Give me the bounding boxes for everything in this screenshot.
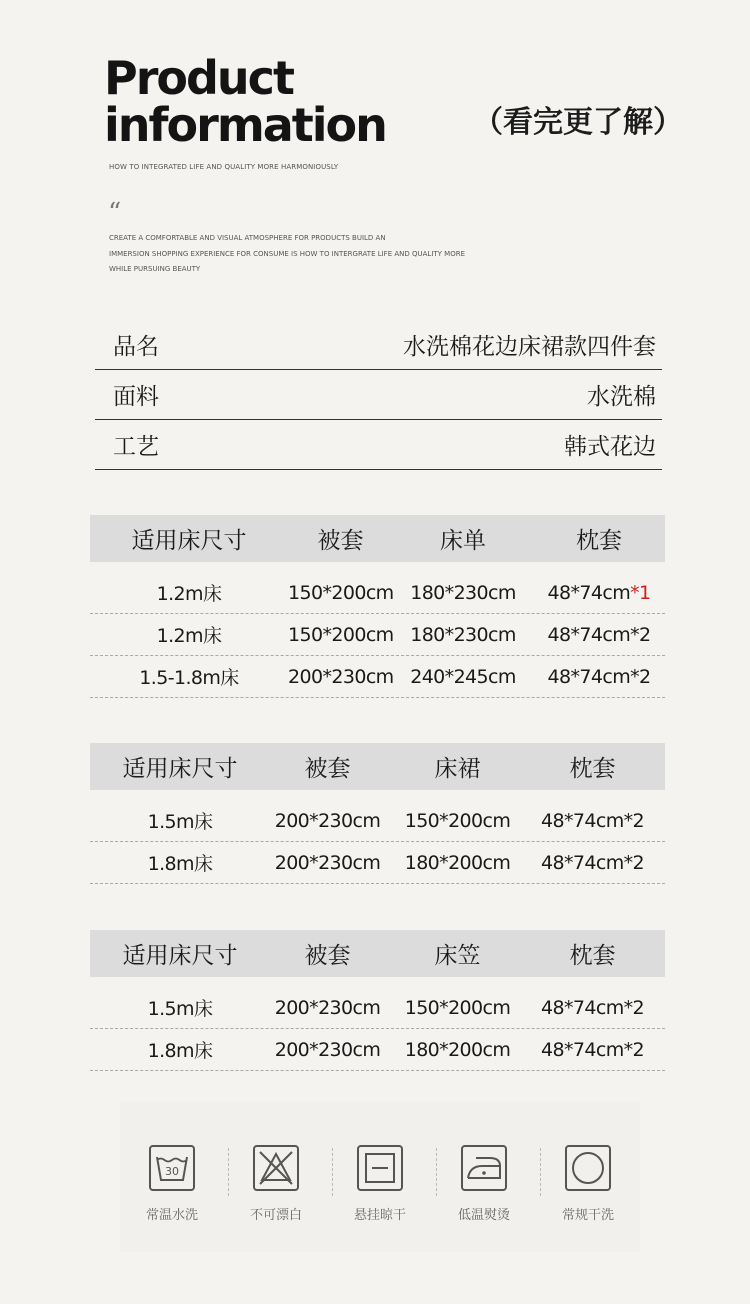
pillow-qty-highlight: *1 <box>630 581 651 604</box>
info-row-fabric <box>95 370 662 420</box>
table-cell: 180*200cm <box>404 851 511 874</box>
table-cell: 1.2m床 <box>156 583 222 605</box>
table-header <box>90 930 665 977</box>
desc-line: CREATE A COMFORTABLE AND VISUAL ATMOSPHERE FOR PRODUCTS BUILD AN <box>109 234 386 242</box>
info-value: 水洗棉花边床裙款四件套 <box>403 334 656 360</box>
quote-icon: “ <box>108 198 122 228</box>
table-cell: 200*230cm <box>274 996 381 1019</box>
table-cell: 48*74cm*2 <box>547 623 651 646</box>
table-row <box>90 656 665 698</box>
table-cell: 150*200cm <box>404 996 511 1019</box>
table-cell: 1.8m床 <box>147 1040 213 1062</box>
care-item-no-bleach <box>228 1144 325 1223</box>
table-cell: 48*74cm*2 <box>541 851 644 874</box>
header-cell: 床裙 <box>434 756 481 782</box>
care-label: 常温水洗 <box>145 1208 198 1223</box>
description <box>109 231 469 278</box>
desc-line: IMMERSION SHOPPING EXPERIENCE FOR CONSUME IS HOW TO INTERGRATE LIFE AND QUALITY MORE <box>109 249 465 258</box>
table-cell: 48*74cm*2 <box>541 996 644 1019</box>
table-row <box>90 614 665 656</box>
table-cell: 150*200cm <box>288 581 394 604</box>
tagline: HOW TO INTEGRATED LIFE AND QUALITY MORE HARMONIOUSLY <box>109 163 339 171</box>
table-cell <box>533 582 665 604</box>
wash-temp: 30 <box>165 1165 179 1178</box>
table-cell: 1.5-1.8m床 <box>139 667 239 689</box>
table-cell: 240*245cm <box>410 665 516 688</box>
table-header <box>90 743 665 790</box>
hang-dry-icon <box>356 1144 404 1192</box>
care-item-iron <box>436 1144 533 1223</box>
table-row <box>90 842 665 884</box>
table-row <box>90 1029 665 1071</box>
info-label: 品名 <box>113 334 159 360</box>
table-cell: 48*74cm*2 <box>547 665 651 688</box>
header-cell: 床单 <box>440 528 486 554</box>
care-label: 不可漂白 <box>249 1208 302 1223</box>
care-item-dry-clean <box>540 1144 637 1223</box>
table-cell: 200*230cm <box>274 1038 381 1061</box>
table-header <box>90 515 665 562</box>
subtitle-cn: （看完更了解） <box>473 105 683 140</box>
header-cell: 枕套 <box>576 528 622 554</box>
iron-low-icon <box>460 1144 508 1192</box>
table-cell: 150*200cm <box>404 809 511 832</box>
info-value: 水洗棉 <box>587 384 656 410</box>
table-cell: 1.2m床 <box>156 625 222 647</box>
info-row-name <box>95 320 662 370</box>
header <box>0 0 750 300</box>
pillow-size: 48*74cm <box>547 581 631 604</box>
header-cell: 被套 <box>317 528 364 554</box>
table-cell: 180*200cm <box>404 1038 511 1061</box>
table-cell: 180*230cm <box>410 623 516 646</box>
table-cell: 1.8m床 <box>147 853 213 875</box>
table-cell: 1.5m床 <box>147 811 213 833</box>
table-cell: 48*74cm*2 <box>541 1038 644 1061</box>
table-row <box>90 800 665 842</box>
table-cell: 48*74cm*2 <box>541 809 644 832</box>
header-cell: 被套 <box>304 943 351 969</box>
header-cell: 床笠 <box>434 943 481 969</box>
care-item-wash <box>124 1144 221 1223</box>
header-cell: 被套 <box>304 756 351 782</box>
care-label: 悬挂晾干 <box>353 1208 406 1223</box>
table-cell: 200*230cm <box>274 809 381 832</box>
table-row <box>90 572 665 614</box>
size-table-sheet <box>90 515 665 698</box>
info-label: 工艺 <box>113 434 159 460</box>
header-cell: 适用床尺寸 <box>131 528 247 554</box>
info-row-craft <box>95 420 662 470</box>
info-value: 韩式花边 <box>564 434 656 460</box>
care-item-hang-dry <box>332 1144 429 1223</box>
wash-30-icon <box>148 1144 196 1192</box>
table-cell: 150*200cm <box>288 623 394 646</box>
table-cell: 180*230cm <box>410 581 516 604</box>
table-cell: 200*230cm <box>288 665 394 688</box>
table-cell: 1.5m床 <box>147 998 213 1020</box>
table-cell: 200*230cm <box>274 851 381 874</box>
info-label: 面料 <box>113 384 159 410</box>
title-line-2: information <box>104 98 386 152</box>
header-cell: 适用床尺寸 <box>122 756 238 782</box>
header-cell: 枕套 <box>569 756 616 782</box>
table-row <box>90 987 665 1029</box>
size-table-skirt <box>90 743 665 884</box>
header-cell: 适用床尺寸 <box>122 943 238 969</box>
title-line-1: Product <box>104 51 293 105</box>
desc-line: WHILE PURSUING BEAUTY <box>109 265 201 273</box>
product-info-list <box>95 320 662 470</box>
size-table-fitted <box>90 930 665 1071</box>
care-instructions <box>120 1102 640 1252</box>
care-label: 常规干洗 <box>561 1208 614 1223</box>
no-bleach-icon <box>252 1144 300 1192</box>
header-cell: 枕套 <box>569 943 616 969</box>
dry-clean-icon <box>564 1144 612 1192</box>
care-label: 低温熨烫 <box>457 1208 510 1223</box>
